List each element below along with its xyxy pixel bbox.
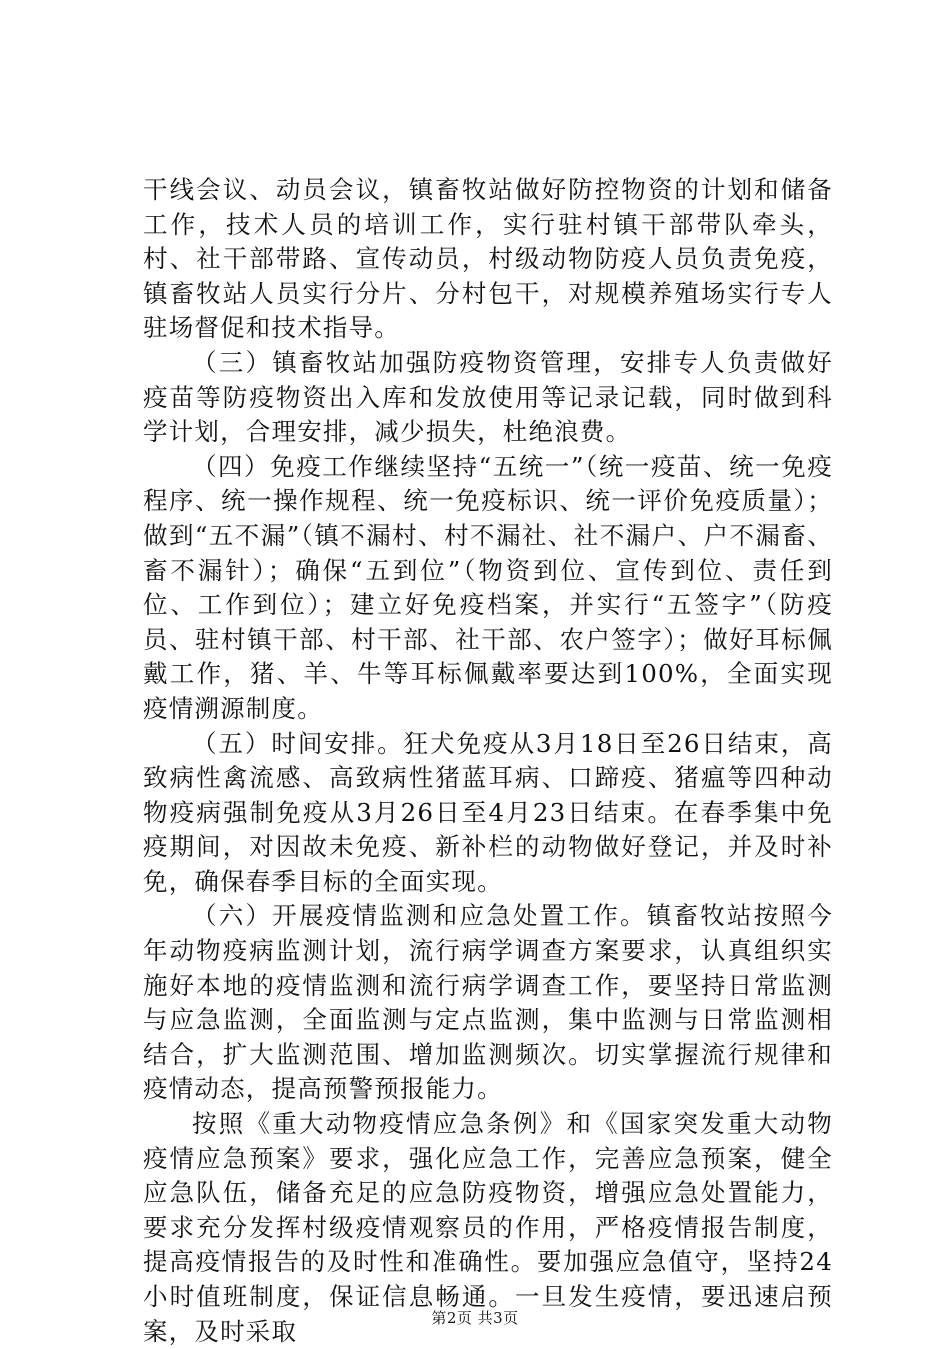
paragraph-section-4: （四）免疫工作继续坚持“五统一”（统一疫苗、统一免疫程序、统一操作规程、统一免疫标识、统一评价免疫质量）；做到“五不漏”（镇不漏村、村不漏社、社不漏户、户不漏畜、畜不漏针）；确保“五到位”（物资到位、宣传到位、责任到位、工作到位）；建立好免疫档案，并实行“五签字”（防疫员、驻村镇干部、村干部、社干部、农户签字）；做好耳标佩戴工作，猪、羊、牛等耳标佩戴率要达到100%，全面实现疫情溯源制度。 [143, 451, 833, 723]
paragraph-section-6: （六）开展疫情监测和应急处置工作。镇畜牧站按照今年动物疫病监测计划，流行病学调查方案要求，认真组织实施好本地的疫情监测和流行病学调查工作，要坚持日常监测与应急监测，全面监测与定点监测，集中监测与日常监测相结合，扩大监测范围、增加监测频次。切实掌握流行规律和疫情动态，提高预警预报能力。 [143, 901, 833, 1104]
document-body [143, 173, 833, 1349]
paragraph-emergency: 按照《重大动物疫情应急条例》和《国家突发重大动物疫情应急预案》要求，强化应急工作，完善应急预案，健全应急队伍，储备充足的应急防疫物资，增强应急处置能力，要求充分发挥村级疫情观察员的作用，严格疫情报告制度，提高疫情报告的及时性和准确性。要加强应急值守，坚持24小时值班制度，保证信息畅通。一旦发生疫情，要迅速启预案，及时采取 [143, 1109, 833, 1346]
paragraph-section-5: （五）时间安排。狂犬免疫从3月18日至26日结束，高致病性禽流感、高致病性猪蓝耳病、口蹄疫、猪瘟等四种动物疫病强制免疫从3月26日至4月23日结束。在春季集中免疫期间，对因故未免疫、新补栏的动物做好登记，并及时补免，确保春季目标的全面实现。 [143, 728, 833, 896]
paragraph-section-3: （三）镇畜牧站加强防疫物资管理，安排专人负责做好疫苗等防疫物资出入库和发放使用等记录记载，同时做到科学计划，合理安排，减少损失，杜绝浪费。 [143, 347, 833, 447]
page-number-footer: 第2页 共3页 [431, 1309, 519, 1327]
paragraph-continued: 干线会议、动员会议，镇畜牧站做好防控物资的计划和储备工作，技术人员的培训工作，实行驻村镇干部带队牵头，村、社干部带路、宣传动员，村级动物防疫人员负责免疫，镇畜牧站人员实行分片、分村包干，对规模养殖场实行专人驻场督促和技术指导。 [143, 175, 833, 343]
